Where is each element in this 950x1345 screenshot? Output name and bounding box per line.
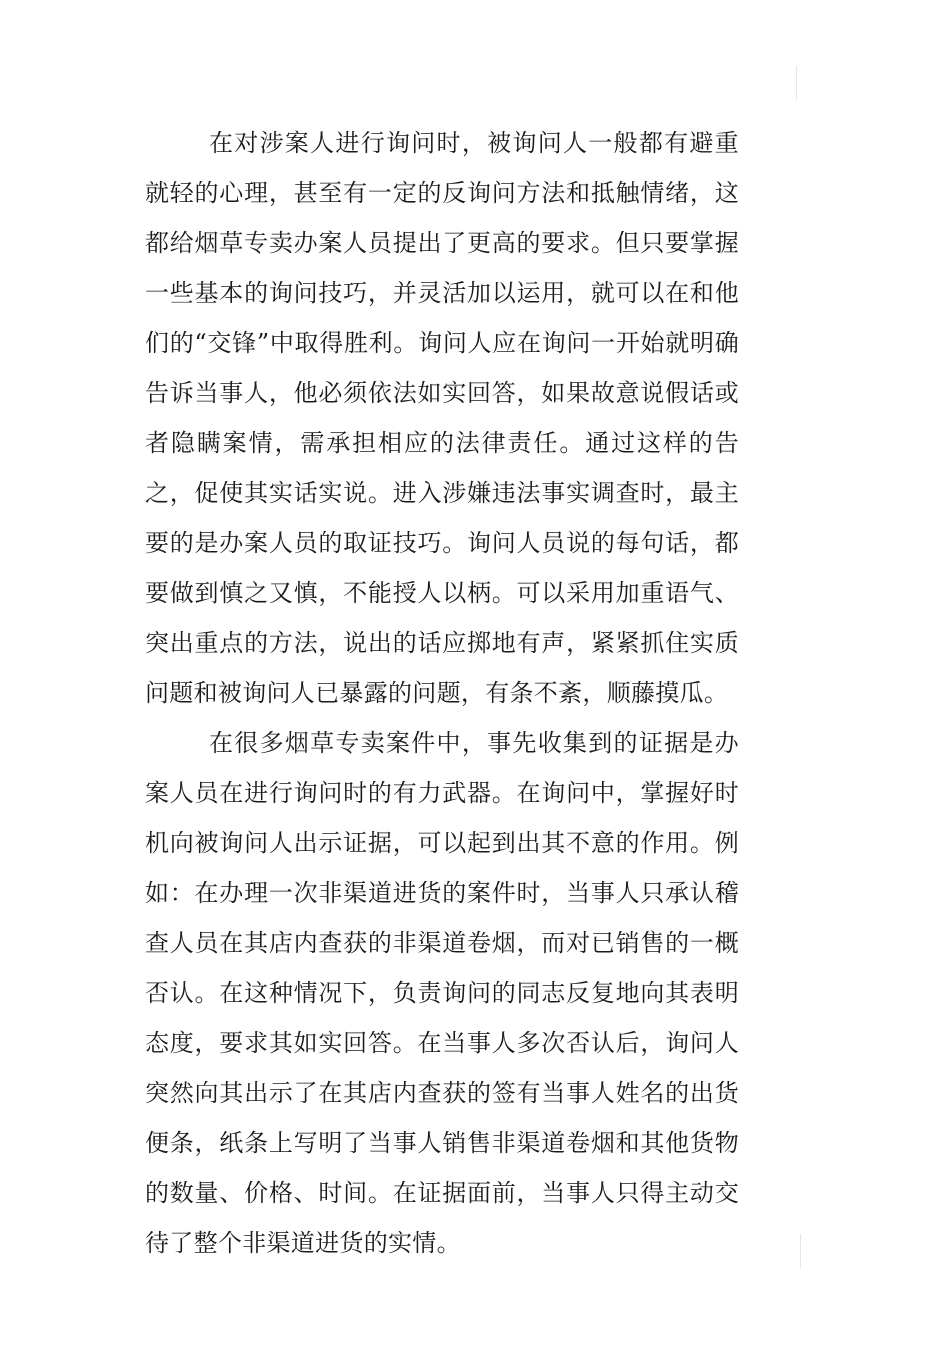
margin-mark-top <box>796 66 797 100</box>
paragraph-1: 在对涉案人进行询问时，被询问人一般都有避重就轻的心理，甚至有一定的反询问方法和抵触情绪，这都给烟草专卖办案人员提出了更高的要求。但只要掌握一些基本的询问技巧，并灵活加以运用，就可以在和他们的“交锋”中取得胜利。询问人应在询问一开始就明确告诉当事人，他必须依法如实回答，如果故意说假话或者隐瞒案情，需承担相应的法律责任。通过这样的告之，促使其实话实说。进入涉嫌违法事实调查时，最主要的是办案人员的取证技巧。询问人员说的每句话，都要做到慎之又慎，不能授人以柄。可以采用加重语气、突出重点的方法，说出的话应掷地有声，紧紧抓住实质问题和被询问人已暴露的问题，有条不紊，顺藤摸瓜。 <box>145 129 739 707</box>
margin-mark-bottom <box>800 1234 801 1268</box>
paragraph-2: 在很多烟草专卖案件中，事先收集到的证据是办案人员在进行询问时的有力武器。在询问中，掌握好时机向被询问人出示证据，可以起到出其不意的作用。例如：在办理一次非渠道进货的案件时，当事人只承认稽查人员在其店内查获的非渠道卷烟，而对已销售的一概否认。在这种情况下，负责询问的同志反复地向其表明态度，要求其如实回答。在当事人多次否认后，询问人突然向其出示了在其店内查获的签有当事人姓名的出货便条，纸条上写明了当事人销售非渠道卷烟和其他货物的数量、价格、时间。在证据面前，当事人只得主动交待了整个非渠道进货的实情。 <box>145 729 739 1257</box>
document-body <box>145 118 739 1268</box>
